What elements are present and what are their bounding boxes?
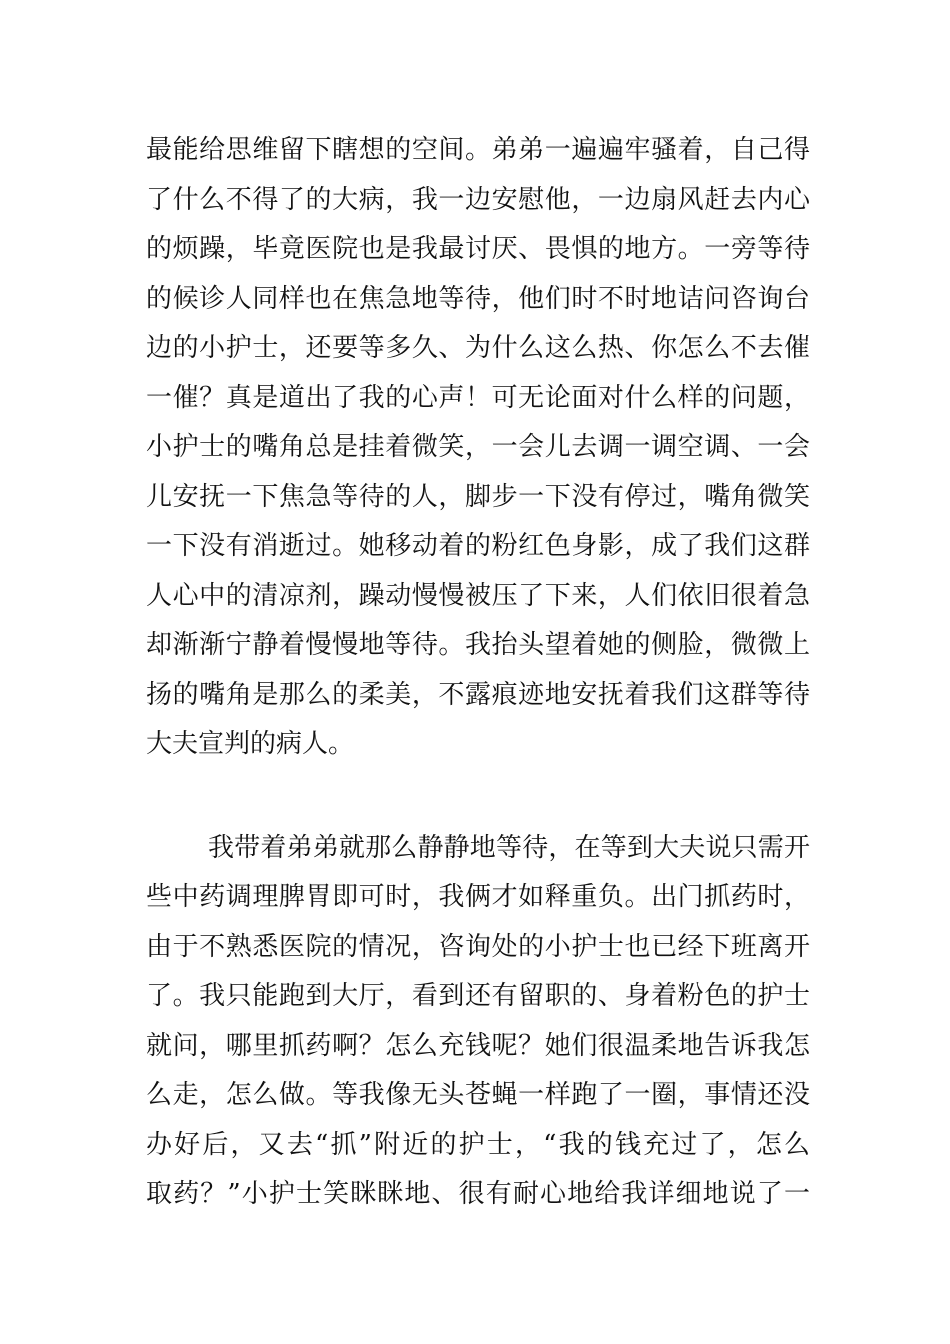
text-line: 的候诊人同样也在焦急地等待，他们时不时地诘问咨询台	[146, 284, 810, 314]
text-line: 由于不熟悉医院的情况，咨询处的小护士也已经下班离开	[146, 932, 810, 962]
text-line: 就问，哪里抓药啊？怎么充钱呢？她们很温柔地告诉我怎	[146, 1031, 810, 1061]
text-line: 取药？”小护士笑眯眯地、很有耐心地给我详细地说了一	[146, 1179, 810, 1209]
text-line: 大夫宣判的病人。	[146, 729, 355, 759]
text-line: 的烦躁，毕竟医院也是我最讨厌、畏惧的地方。一旁等待	[146, 234, 810, 264]
text-line: 却渐渐宁静着慢慢地等待。我抬头望着她的侧脸，微微上	[146, 630, 810, 660]
text-line: 了什么不得了的大病，我一边安慰他，一边扇风赶去内心	[146, 185, 810, 215]
text-line: 扬的嘴角是那么的柔美，不露痕迹地安抚着我们这群等待	[146, 680, 810, 710]
text-line: 人心中的清凉剂，躁动慢慢被压了下来，人们依旧很着急	[146, 581, 810, 611]
text-line: 一下没有消逝过。她移动着的粉红色身影，成了我们这群	[146, 531, 810, 561]
text-line: 些中药调理脾胃即可时，我俩才如释重负。出门抓药时，	[146, 882, 810, 912]
text-line: 么走，怎么做。等我像无头苍蝇一样跑了一圈，事情还没	[146, 1080, 810, 1110]
text-line: 小护士的嘴角总是挂着微笑，一会儿去调一调空调、一会	[146, 432, 810, 462]
text-line: 一催？真是道出了我的心声！可无论面对什么样的问题，	[146, 383, 810, 413]
text-line: 最能给思维留下瞎想的空间。弟弟一遍遍牢骚着，自己得	[146, 135, 810, 165]
text-line: 我带着弟弟就那么静静地等待，在等到大夫说只需开	[208, 833, 810, 863]
text-line: 办好后，又去“抓”附近的护士，“我的钱充过了，怎么	[146, 1130, 810, 1160]
text-line: 儿安抚一下焦急等待的人，脚步一下没有停过，嘴角微笑	[146, 482, 810, 512]
text-line: 边的小护士，还要等多久、为什么这么热、你怎么不去催	[146, 333, 810, 363]
text-line: 了。我只能跑到大厅，看到还有留职的、身着粉色的护士	[146, 981, 810, 1011]
